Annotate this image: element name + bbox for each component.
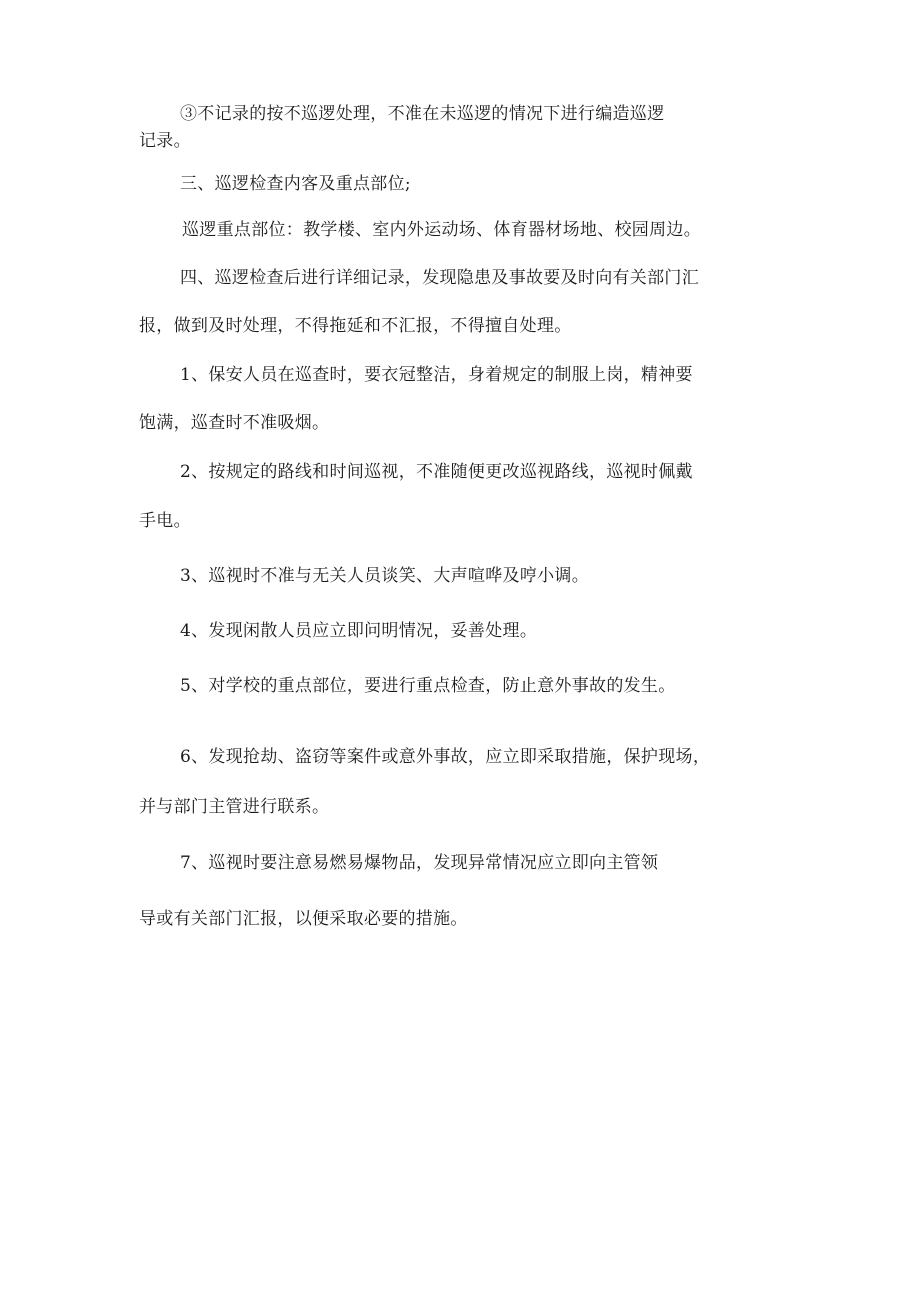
text-line-14: 6、发现抢劫、盗窃等案件或意外事故，应立即采取措施，保护现场， (180, 747, 711, 767)
text-line-17: 导或有关部门汇报，以便采取必要的措施。 (139, 909, 468, 929)
text-line-2: 记录。 (139, 131, 191, 151)
text-line-5: 四、巡逻检查后进行详细记录，发现隐患及事故要及时向有关部门汇 (180, 268, 699, 288)
text-line-8: 饱满，巡查时不准吸烟。 (139, 413, 330, 433)
text-line-16: 7、巡视时要注意易燃易爆物品，发现异常情况应立即向主管领 (180, 853, 659, 873)
text-line-11: 3、巡视时不准与无关人员谈笑、大声喧哗及哼小调。 (180, 566, 590, 586)
text-line-12: 4、发现闲散人员应立即问明情况，妥善处理。 (180, 621, 538, 641)
text-line-13: 5、对学校的重点部位，要进行重点检查，防止意外事故的发生。 (180, 676, 676, 696)
text-line-4: 巡逻重点部位：教学楼、室内外运动场、体育器材场地、校园周边。 (182, 220, 701, 240)
text-line-7: 1、保安人员在巡查时，要衣冠整洁，身着规定的制服上岗，精神要 (180, 365, 693, 385)
text-line-9: 2、按规定的路线和时间巡视，不准随便更改巡视路线，巡视时佩戴 (180, 462, 693, 482)
text-line-3: 三、巡逻检查内客及重点部位; (180, 174, 411, 194)
text-line-6: 报，做到及时处理，不得拖延和不汇报，不得擅自处理。 (139, 316, 572, 336)
text-line-1: ③不记录的按不巡逻处理，不准在未巡逻的情况下进行编造巡逻 (180, 104, 665, 124)
text-line-10: 手电。 (139, 511, 191, 531)
text-line-15: 并与部门主管进行联系。 (139, 797, 330, 817)
